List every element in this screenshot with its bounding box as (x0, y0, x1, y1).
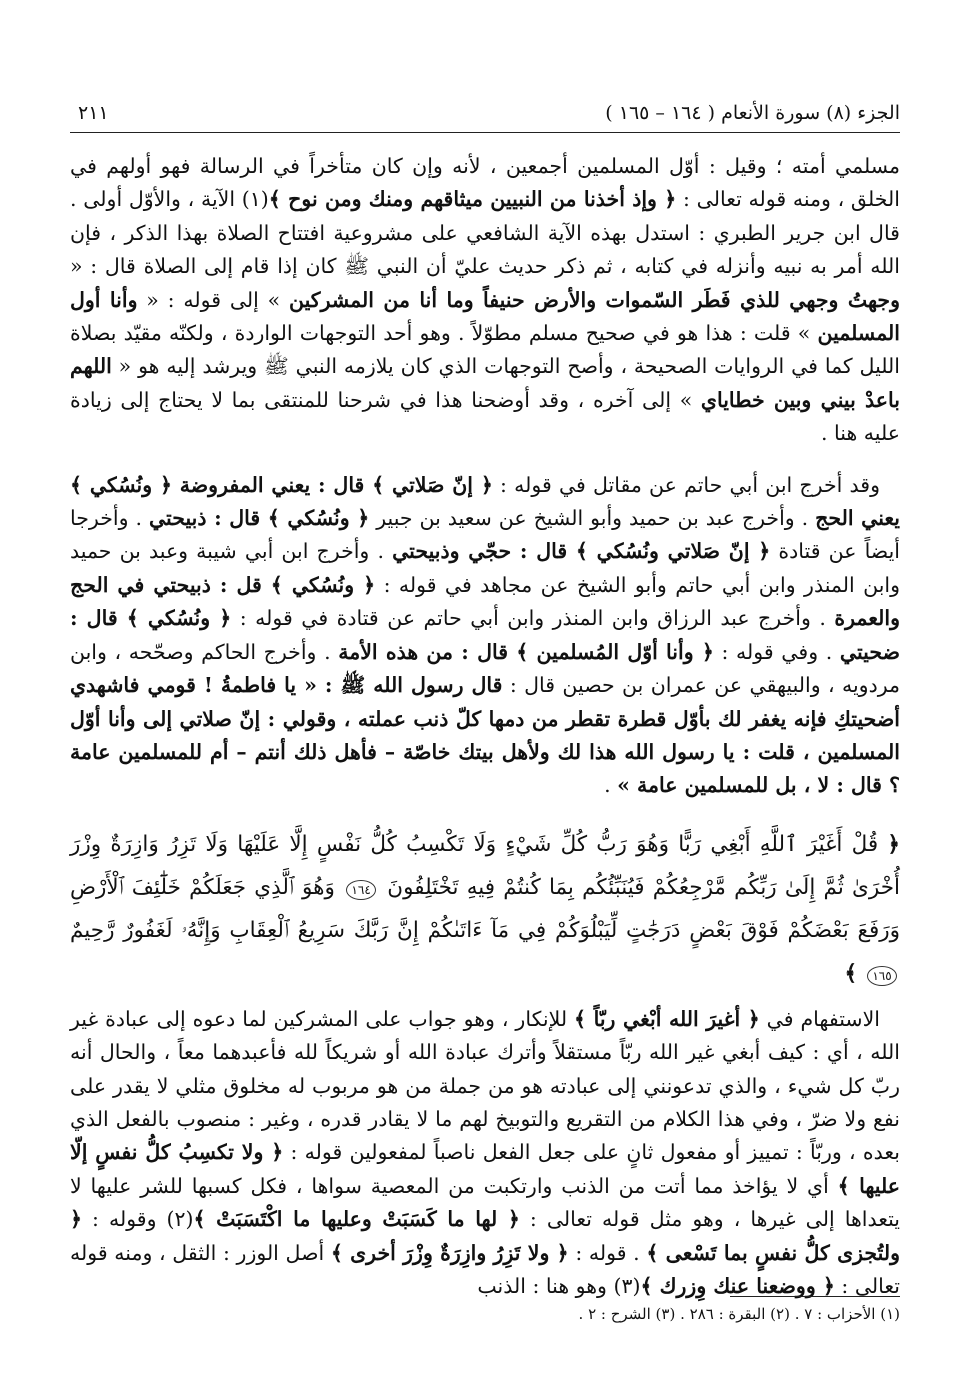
bold-quote-run: ﴿ وأنا أوّل المُسلمين ﴾ قال : من هذه الأمة (338, 639, 714, 664)
quran-close-bracket: ﴾ (844, 960, 858, 986)
text-run: للإنكار ، وهو جواب على المشركين لما دعوه إلى عبادة غير الله ، أي : كيف أبغي غير الله ربّاً مستقلاً وأترك عبادة الله أو شريكاً لله فأعبدهما معاً ، والحال أنه ربّ كل شيء ، والذي تدعونني إلى عبادته هو من جملة من هو مربوب له مخلوق مثلي لا يقدر على نفع ولا ضرّ ، وفي هذا الكلام من التقريع والتوبيخ لهم ما لا يقادر قدره ، وغير : منصوب بالفعل الذي بعده ، وربّاً : تمييز أو مفعول ثانٍ على جعل الفعل ناصباً لمفعولين قوله : (70, 1006, 900, 1165)
page-header (70, 98, 900, 133)
footnote-divider (730, 1296, 900, 1297)
text-run: . وأخرج عبد بن حميد وأبو الشيخ عن سعيد بن جبير (369, 506, 816, 531)
text-run: وقد أخرج ابن أبي حاتم عن مقاتل في قوله : (492, 472, 880, 497)
verse-number-164: ١٦٤ (346, 880, 376, 900)
paragraph-tafsir-2 (70, 469, 900, 803)
bold-quote-run: ﴿ ولتُجزى كلُّ نفسٍ بما تَسْعى ﴾ (70, 1207, 901, 1265)
footnotes: (١) الأحزاب : ٧ . (٢) البقرة : ٢٨٦ . (٣) الشرح : ٢ . (578, 1305, 900, 1323)
bold-quote-run: اللهم باعدْ بيني وبين خطاياي (70, 354, 900, 412)
paragraph-commentary (70, 1003, 900, 1304)
quran-verse-164: قُلْ أَغَيْرَ ٱللَّهِ أَبْغِي رَبًّا وَهُوَ رَبُّ كُلِّ شَيْءٍ وَلَا تَكْسِبُ كُلُّ نَفْسٍ إِلَّا عَلَيْهَا وَلَا تَزِرُ وَازِرَةٌ وِزْرَ أُخْرَىٰ ثُمَّ إِلَىٰ رَبِّكُم مَّرْجِعُكُمْ فَيُنَبِّئُكُم بِمَا كُنتُمْ فِيهِ تَخْتَلِفُونَ (70, 831, 900, 900)
paragraph-gap (70, 455, 900, 469)
quran-open-bracket: ﴿ (887, 831, 901, 857)
bold-quote-run: ﴿ إنّ صَلاتي ﴾ قال : يعني المفروضة ﴿ ونُسُكي ﴾ يعني الحج (70, 472, 900, 531)
text-run: مسلمي أمته ؛ وقيل : أوّل المسلمين أجمعين ، لأنه وإن كان متأخراً في الرسالة فهو أولهم في الخلق ، ومنه قوله تعالى : (70, 154, 900, 212)
text-run: أصل الوزر : الثقل ، ومنه قوله تعالى : (70, 1240, 900, 1298)
text-run: . (604, 773, 618, 798)
bold-quote-run: قال رسول الله ﷺ : « يا فاطمةُ ! قومي فاشهدي أضحيتكِ فإنه يغفر لك بأوّل قطرة تقطر من دمها كلّ ذنب عملته ، وقولي : إنّ صلاتي إلى وأنا أوّل المسلمين ، قلت : يا رسول الله هذا لك ولأهل بيتك خاصّة – فأهل ذلك أنتم – أم للمسلمين عامة ؟ قال : لا ، بل للمسلمين عامة » (70, 673, 900, 798)
bold-quote-run: ﴿ ونُسُكي ﴾ قال : ضحيتي (70, 606, 900, 664)
paragraph-gap (70, 807, 900, 821)
text-run: . وفي قوله : (713, 639, 840, 664)
bold-quote-run: ﴿ أغيرَ الله أبْغي ربّاً ﴾ (574, 1006, 760, 1031)
page-number: ٢١١ (78, 102, 109, 124)
bold-quote-run: وجهتُ وجهي للذي فَطَر السّموات والأرض حنيفاً وما أنا من المشركين (289, 287, 900, 312)
text-run: . وأخرج الحاكم وصحّحه ، وابن مردويه ، والبيهقي عن عمران بن حصين قال : (70, 639, 900, 698)
bold-quote-run: ﴿ لها ما كَسَبَتْ وعليها ما اكْتَسَبَتْ ﴾ (193, 1207, 520, 1232)
text-run: (٢) وقوله : (82, 1207, 194, 1232)
text-run: . وأخرج عبد الرزاق وابن المنذر وابن أبي حاتم عن قتادة في قوله : (231, 606, 835, 631)
bold-quote-run: ﴿ ونُسُكي ﴾ قل : ذبيحتي في الحج والعمرة (70, 572, 900, 631)
verse-number-165: ١٦٥ (867, 966, 897, 986)
text-run: . وأخرج ابن أبي شيبة وعبد بن حميد وابن المنذر وابن أبي حاتم وأبو الشيخ عن مجاهد في قوله : (70, 539, 900, 597)
text-run: . قوله : (568, 1240, 647, 1265)
quran-verses (70, 823, 900, 995)
text-run: » قلت : هذا هو في صحيح مسلم مطوّلاً . وهو أحد التوجهات الواردة ، ولكنّه مقيّد بصلاة الليل كما في الروايات الصحيحة ، وأصح التوجهات الذي كان يلازمه النبي ﷺ ويرشد إليه هو « (70, 321, 900, 379)
bold-quote-run: ﴿ ونُسُكي ﴾ قال : ذبيحتي (148, 506, 370, 531)
quran-verse-165: وَهُوَ ٱلَّذِي جَعَلَكُمْ خَلَٰٓئِفَ ٱلْأَرْضِ وَرَفَعَ بَعْضَكُمْ فَوْقَ بَعْضٍ دَرَجَٰتٍ لِّيَبْلُوَكُمْ فِي مَآ ءَاتَىٰكُمْ إِنَّ رَبَّكَ سَرِيعُ ٱلْعِقَابِ وَإِنَّهُۥ لَغَفُورٌ رَّحِيمٌ (70, 874, 900, 943)
bold-quote-run: ﴿ إنّ صَلاتي ونُسُكي ﴾ قال : حجّي وذبيحتي (392, 539, 771, 564)
page-body (70, 150, 900, 1307)
text-run: (١) الآية ، والأوّل أولى . قال ابن جرير الطبري : استدل بهذه الآية الشافعي على مشروعية افتتاح الصلاة بهذا الذكر ، فإن الله أمر به نبيه وأنزله في كتابه ، ثم ذكر حديث عليّ أن النبي ﷺ كان إذا قام إلى الصلاة قال : « (70, 187, 900, 279)
text-run: . وأخرجا أيضاً عن قتادة (70, 506, 900, 564)
text-run: أي لا يؤاخذ مما أتت من الذنب وارتكبت من المعصية سواها ، فكل كسبها للشر عليها لا يتعداها إلى غيرها ، وهو مثل قوله تعالى : (70, 1173, 900, 1232)
text-run: الاستفهام في (759, 1006, 880, 1031)
text-run: » إلى آخره ، وقد أوضحنا هذا في شرحنا للمنتقى بما لا يحتاج إلى زيادة عليه هنا . (70, 387, 900, 446)
bold-quote-run: وأنا أول المسلمين (70, 287, 900, 346)
bold-quote-run: ﴿ ولا تكسِبُ كلُّ نفسٍ إلّا عليها ﴾ (70, 1140, 900, 1198)
bold-quote-run: ﴿ ووضعنا عنك وِزرك ﴾ (640, 1273, 835, 1298)
bold-quote-run: ﴿ ولا تَزِرُ وازِرَةٌ وِزْرَ أخرى ﴾ (330, 1240, 569, 1265)
running-title: الجزء (٨) سورة الأنعام ( ١٦٤ – ١٦٥ ) (605, 102, 900, 124)
paragraph-tafsir-1 (70, 150, 900, 451)
bold-quote-run: ﴿ وإذ أخذنا من النبيين ميثاقهم ومنك ومن نوح ﴾ (268, 187, 677, 212)
text-run: » إلى قوله : « (137, 287, 290, 312)
text-run: (٣) وهو هنا : الذنب (477, 1273, 641, 1298)
